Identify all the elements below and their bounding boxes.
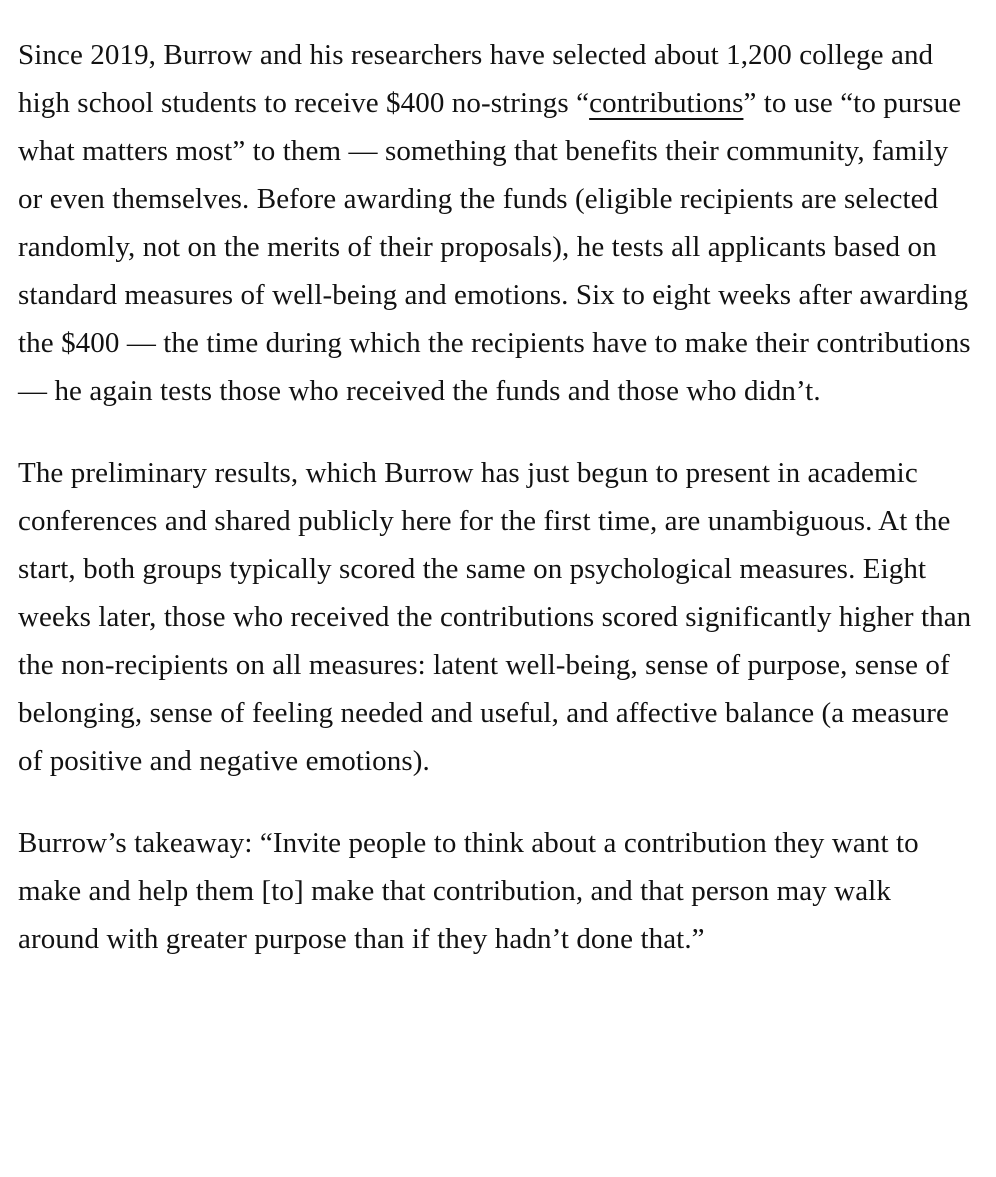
paragraph-preliminary-results: The preliminary results, which Burrow has just begun to present in academic conferences and shared publicly here for the first time, are unambiguous. At the start, both groups typically scored the same on psychological measures. Eight weeks later, those who received the contributions scored significantly higher than the non-recipients on all measures: latent well-being, sense of purpose, sense of belonging, sense of feeling needed and useful, and affective balance (a measure of positive and negative emotions). (18, 457, 972, 777)
paragraph-text-before-link: Since 2019, Burrow and his researchers have selected about 1,200 college and high school students to receive $400 no-strings “ (18, 39, 934, 119)
paragraph-text-after-link: ” to use “to pursue what matters most” to them — something that benefits their community, family or even themselves. Before awarding the funds (eligible recipients are selected randomly, not on the merits of their proposals), he tests all applicants based on standard measures of well-being and emotions. Six to eight weeks after awarding the $400 — the time during which the recipients have to make their contributions — he again tests those who received the funds and those who didn’t. (18, 87, 971, 407)
contributions-link[interactable]: contributions (589, 87, 744, 119)
paragraph-study-description (18, 31, 976, 415)
paragraph-burrow-takeaway: Burrow’s takeaway: “Invite people to think about a contribution they want to make and help them [to] make that contribution, and that person may walk around with greater purpose than if they hadn’t done that.” (18, 827, 919, 955)
